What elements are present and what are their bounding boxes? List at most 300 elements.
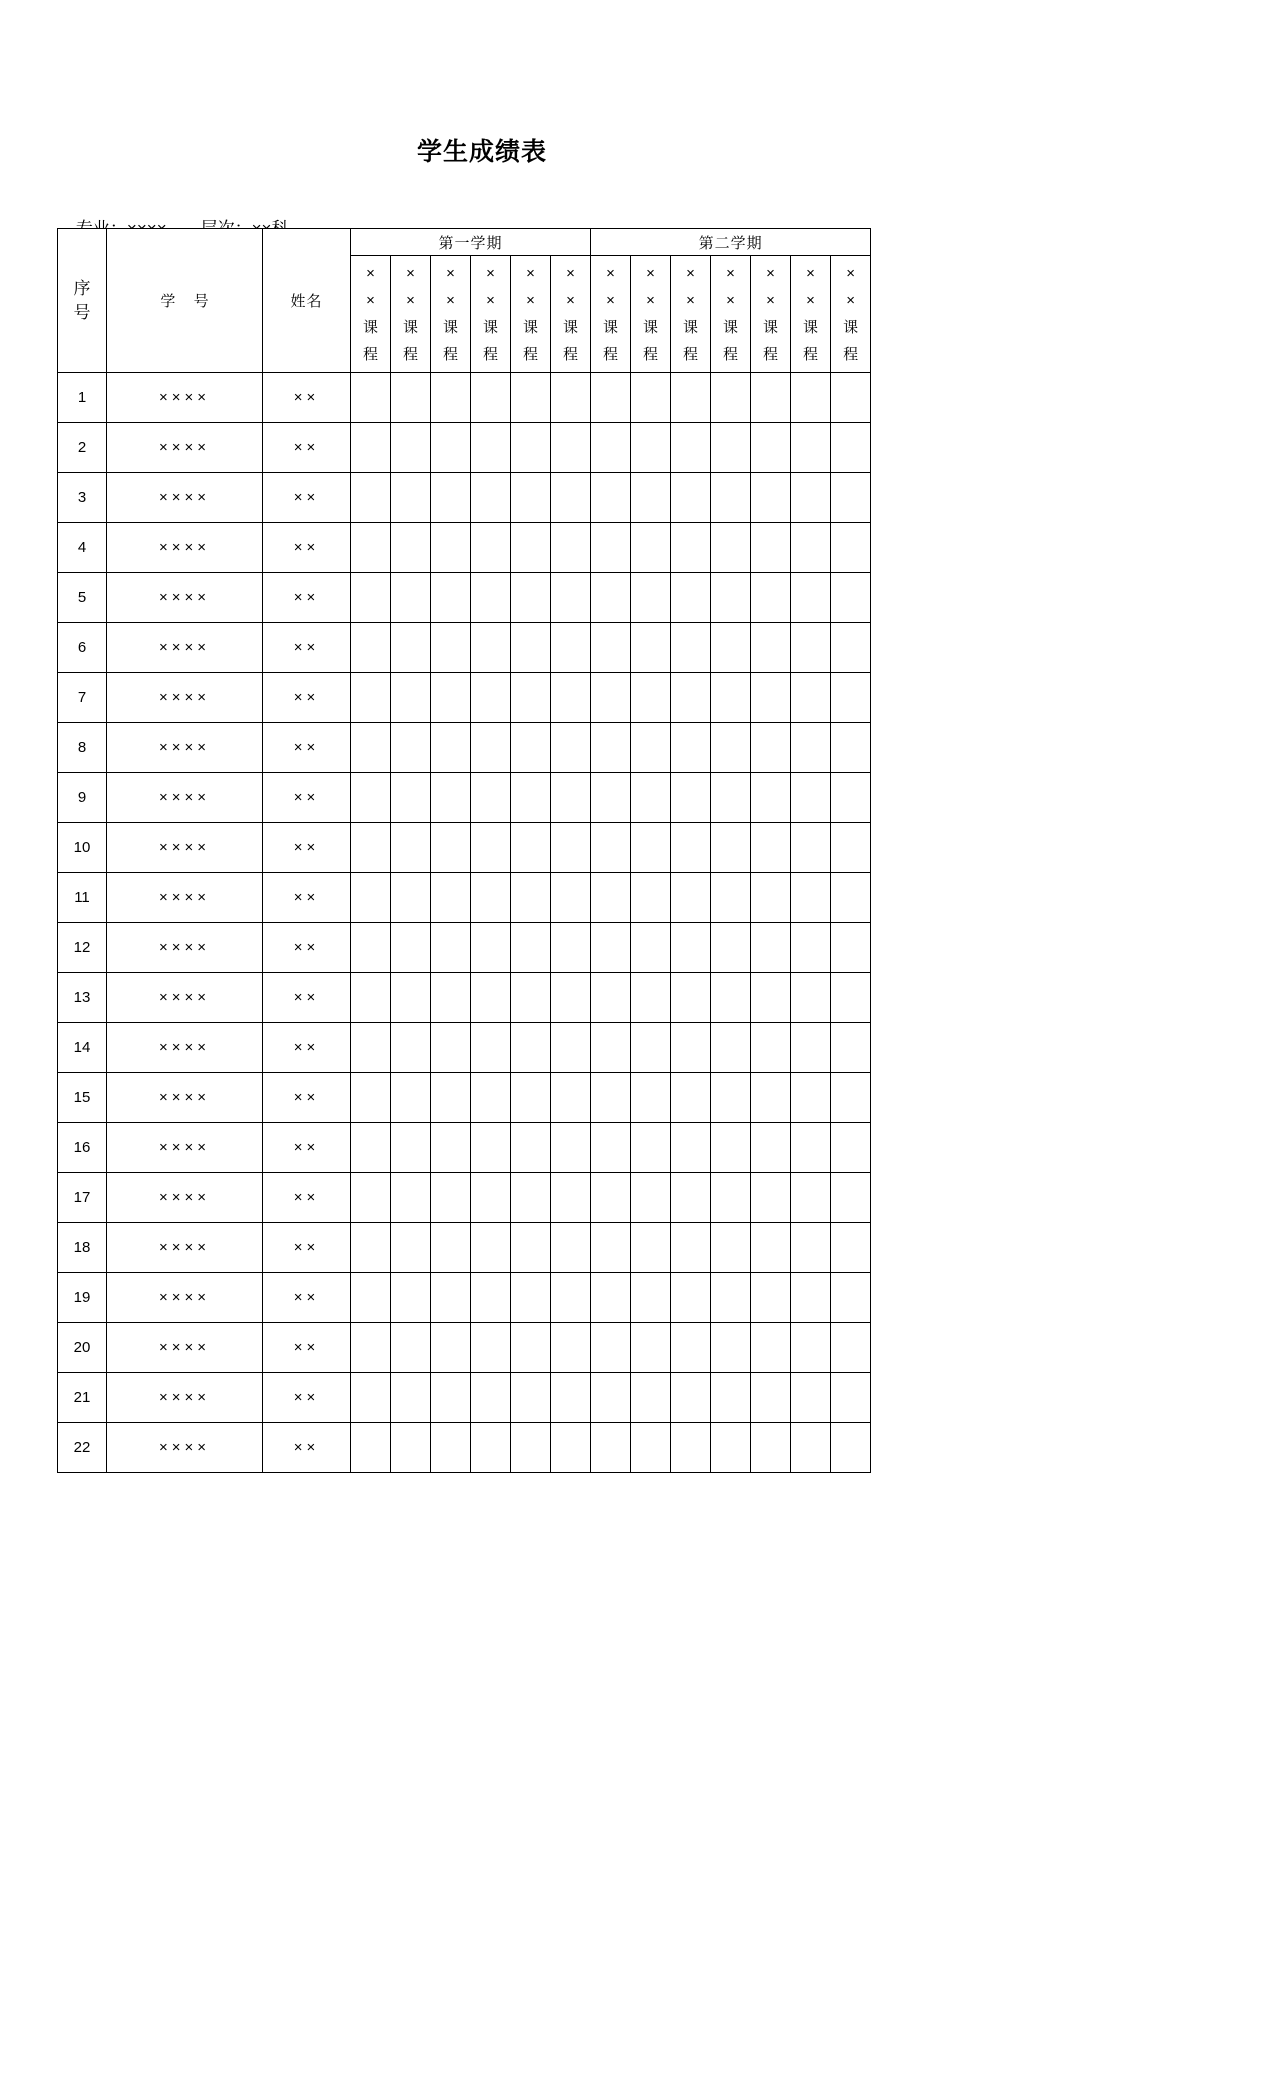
cell-grade[interactable] xyxy=(751,1223,791,1273)
cell-grade[interactable] xyxy=(791,423,831,473)
cell-grade[interactable] xyxy=(351,423,391,473)
cell-grade[interactable] xyxy=(351,1023,391,1073)
cell-grade[interactable] xyxy=(551,723,591,773)
cell-grade[interactable] xyxy=(791,373,831,423)
cell-grade[interactable] xyxy=(631,1223,671,1273)
cell-grade[interactable] xyxy=(591,1073,631,1123)
cell-grade[interactable] xyxy=(631,1023,671,1073)
cell-grade[interactable] xyxy=(431,723,471,773)
cell-grade[interactable] xyxy=(711,1223,751,1273)
cell-grade[interactable] xyxy=(551,1073,591,1123)
cell-grade[interactable] xyxy=(631,1373,671,1423)
cell-grade[interactable] xyxy=(831,773,871,823)
cell-grade[interactable] xyxy=(471,423,511,473)
cell-grade[interactable] xyxy=(471,473,511,523)
cell-grade[interactable] xyxy=(551,1223,591,1273)
cell-grade[interactable] xyxy=(391,973,431,1023)
cell-grade[interactable] xyxy=(351,1323,391,1373)
cell-grade[interactable] xyxy=(511,1123,551,1173)
cell-grade[interactable] xyxy=(631,923,671,973)
cell-grade[interactable] xyxy=(511,1373,551,1423)
cell-grade[interactable] xyxy=(591,823,631,873)
cell-grade[interactable] xyxy=(631,873,671,923)
cell-grade[interactable] xyxy=(431,1323,471,1373)
cell-grade[interactable] xyxy=(631,1073,671,1123)
cell-grade[interactable] xyxy=(831,923,871,973)
cell-grade[interactable] xyxy=(751,1323,791,1373)
cell-grade[interactable] xyxy=(511,1073,551,1123)
cell-grade[interactable] xyxy=(391,773,431,823)
cell-grade[interactable] xyxy=(711,823,751,873)
cell-grade[interactable] xyxy=(831,473,871,523)
cell-name: ×× xyxy=(263,773,351,823)
cell-grade[interactable] xyxy=(631,573,671,623)
cell-grade[interactable] xyxy=(351,1273,391,1323)
cell-grade[interactable] xyxy=(791,1423,831,1473)
cell-grade[interactable] xyxy=(751,523,791,573)
cell-grade[interactable] xyxy=(671,673,711,723)
cell-grade[interactable] xyxy=(751,623,791,673)
cell-grade[interactable] xyxy=(511,373,551,423)
cell-grade[interactable] xyxy=(431,473,471,523)
cell-grade[interactable] xyxy=(591,523,631,573)
cell-grade[interactable] xyxy=(831,723,871,773)
cell-grade[interactable] xyxy=(631,723,671,773)
cell-grade[interactable] xyxy=(551,873,591,923)
cell-grade[interactable] xyxy=(551,823,591,873)
cell-grade[interactable] xyxy=(511,773,551,823)
header-course-4-char-2: × xyxy=(486,292,495,309)
cell-grade[interactable] xyxy=(471,923,511,973)
cell-grade[interactable] xyxy=(551,1023,591,1073)
cell-grade[interactable] xyxy=(751,473,791,523)
cell-grade[interactable] xyxy=(351,673,391,723)
cell-grade[interactable] xyxy=(631,473,671,523)
cell-grade[interactable] xyxy=(791,573,831,623)
cell-grade[interactable] xyxy=(671,1373,711,1423)
cell-grade[interactable] xyxy=(351,623,391,673)
cell-grade[interactable] xyxy=(471,973,511,1023)
cell-grade[interactable] xyxy=(391,1273,431,1323)
cell-grade[interactable] xyxy=(791,723,831,773)
cell-grade[interactable] xyxy=(551,373,591,423)
cell-grade[interactable] xyxy=(591,923,631,973)
cell-grade[interactable] xyxy=(351,1073,391,1123)
cell-grade[interactable] xyxy=(711,773,751,823)
cell-grade[interactable] xyxy=(471,1373,511,1423)
cell-grade[interactable] xyxy=(511,1173,551,1223)
cell-grade[interactable] xyxy=(391,923,431,973)
cell-grade[interactable] xyxy=(591,773,631,823)
cell-grade[interactable] xyxy=(511,823,551,873)
cell-grade[interactable] xyxy=(351,523,391,573)
cell-grade[interactable] xyxy=(591,423,631,473)
cell-grade[interactable] xyxy=(591,1123,631,1173)
cell-grade[interactable] xyxy=(351,923,391,973)
cell-grade[interactable] xyxy=(591,623,631,673)
cell-grade[interactable] xyxy=(671,523,711,573)
cell-grade[interactable] xyxy=(671,1023,711,1073)
cell-grade[interactable] xyxy=(471,1123,511,1173)
cell-grade[interactable] xyxy=(671,1223,711,1273)
cell-grade[interactable] xyxy=(791,1173,831,1223)
cell-grade[interactable] xyxy=(631,1423,671,1473)
cell-grade[interactable] xyxy=(511,973,551,1023)
cell-grade[interactable] xyxy=(831,573,871,623)
cell-grade[interactable] xyxy=(471,673,511,723)
cell-grade[interactable] xyxy=(671,923,711,973)
cell-grade[interactable] xyxy=(431,873,471,923)
cell-grade[interactable] xyxy=(351,1223,391,1273)
cell-grade[interactable] xyxy=(711,423,751,473)
cell-grade[interactable] xyxy=(711,573,751,623)
cell-grade[interactable] xyxy=(551,1423,591,1473)
cell-grade[interactable] xyxy=(591,873,631,923)
cell-grade[interactable] xyxy=(511,1223,551,1273)
cell-grade[interactable] xyxy=(351,1123,391,1173)
cell-grade[interactable] xyxy=(471,573,511,623)
cell-grade[interactable] xyxy=(471,623,511,673)
cell-grade[interactable] xyxy=(511,1023,551,1073)
cell-grade[interactable] xyxy=(831,1373,871,1423)
cell-grade[interactable] xyxy=(751,1023,791,1073)
cell-grade[interactable] xyxy=(391,423,431,473)
cell-grade[interactable] xyxy=(551,573,591,623)
cell-name: ×× xyxy=(263,723,351,773)
cell-grade[interactable] xyxy=(751,373,791,423)
cell-grade[interactable] xyxy=(791,1373,831,1423)
cell-grade[interactable] xyxy=(751,973,791,1023)
cell-grade[interactable] xyxy=(711,1073,751,1123)
cell-grade[interactable] xyxy=(351,573,391,623)
cell-grade[interactable] xyxy=(431,1123,471,1173)
cell-grade[interactable] xyxy=(431,623,471,673)
cell-grade[interactable] xyxy=(471,723,511,773)
cell-grade[interactable] xyxy=(591,1373,631,1423)
cell-grade[interactable] xyxy=(431,773,471,823)
cell-grade[interactable] xyxy=(831,823,871,873)
cell-grade[interactable] xyxy=(471,523,511,573)
cell-grade[interactable] xyxy=(391,673,431,723)
cell-grade[interactable] xyxy=(591,1423,631,1473)
cell-grade[interactable] xyxy=(831,1323,871,1373)
cell-grade[interactable] xyxy=(511,423,551,473)
cell-grade[interactable] xyxy=(631,823,671,873)
cell-grade[interactable] xyxy=(391,823,431,873)
cell-grade[interactable] xyxy=(831,1223,871,1273)
cell-grade[interactable] xyxy=(511,1273,551,1323)
cell-grade[interactable] xyxy=(471,1423,511,1473)
cell-grade[interactable] xyxy=(631,1123,671,1173)
cell-grade[interactable] xyxy=(471,873,511,923)
cell-grade[interactable] xyxy=(591,373,631,423)
cell-grade[interactable] xyxy=(791,873,831,923)
cell-grade[interactable] xyxy=(511,923,551,973)
cell-grade[interactable] xyxy=(431,373,471,423)
cell-grade[interactable] xyxy=(831,973,871,1023)
cell-grade[interactable] xyxy=(671,1423,711,1473)
cell-grade[interactable] xyxy=(751,1273,791,1323)
cell-grade[interactable] xyxy=(631,1273,671,1323)
cell-grade[interactable] xyxy=(631,673,671,723)
cell-grade[interactable] xyxy=(671,1123,711,1173)
cell-grade[interactable] xyxy=(391,723,431,773)
cell-grade[interactable] xyxy=(431,523,471,573)
cell-grade[interactable] xyxy=(791,623,831,673)
cell-grade[interactable] xyxy=(711,523,751,573)
cell-grade[interactable] xyxy=(671,1073,711,1123)
cell-grade[interactable] xyxy=(591,1223,631,1273)
cell-grade[interactable] xyxy=(391,1223,431,1273)
cell-grade[interactable] xyxy=(671,423,711,473)
cell-grade[interactable] xyxy=(671,773,711,823)
cell-grade[interactable] xyxy=(671,573,711,623)
header-semester-2: 第二学期 xyxy=(591,229,871,256)
cell-grade[interactable] xyxy=(831,523,871,573)
cell-grade[interactable] xyxy=(551,1173,591,1223)
cell-grade[interactable] xyxy=(671,873,711,923)
cell-grade[interactable] xyxy=(551,1373,591,1423)
cell-grade[interactable] xyxy=(751,1073,791,1123)
cell-grade[interactable] xyxy=(791,973,831,1023)
cell-grade[interactable] xyxy=(791,923,831,973)
cell-grade[interactable] xyxy=(751,923,791,973)
cell-grade[interactable] xyxy=(351,873,391,923)
cell-grade[interactable] xyxy=(551,1123,591,1173)
cell-grade[interactable] xyxy=(711,1173,751,1223)
cell-grade[interactable] xyxy=(831,1073,871,1123)
cell-grade[interactable] xyxy=(511,1423,551,1473)
cell-grade[interactable] xyxy=(471,1323,511,1373)
cell-grade[interactable] xyxy=(391,573,431,623)
cell-grade[interactable] xyxy=(591,1273,631,1323)
cell-grade[interactable] xyxy=(471,823,511,873)
cell-grade[interactable] xyxy=(671,973,711,1023)
cell-grade[interactable] xyxy=(751,873,791,923)
cell-grade[interactable] xyxy=(791,1273,831,1323)
cell-grade[interactable] xyxy=(471,373,511,423)
cell-name: ×× xyxy=(263,823,351,873)
cell-grade[interactable] xyxy=(591,973,631,1023)
cell-grade[interactable] xyxy=(471,1023,511,1073)
cell-grade[interactable] xyxy=(351,473,391,523)
cell-grade[interactable] xyxy=(831,423,871,473)
cell-grade[interactable] xyxy=(791,823,831,873)
cell-grade[interactable] xyxy=(351,373,391,423)
cell-grade[interactable] xyxy=(831,373,871,423)
cell-grade[interactable] xyxy=(831,1123,871,1173)
cell-grade[interactable] xyxy=(631,973,671,1023)
cell-grade[interactable] xyxy=(791,773,831,823)
cell-grade[interactable] xyxy=(351,823,391,873)
table-row xyxy=(58,723,871,773)
cell-grade[interactable] xyxy=(831,1173,871,1223)
cell-grade[interactable] xyxy=(791,1023,831,1073)
cell-grade[interactable] xyxy=(431,423,471,473)
cell-grade[interactable] xyxy=(751,1173,791,1223)
cell-grade[interactable] xyxy=(511,573,551,623)
cell-grade[interactable] xyxy=(391,1173,431,1223)
cell-grade[interactable] xyxy=(591,673,631,723)
cell-grade[interactable] xyxy=(671,1323,711,1373)
cell-grade[interactable] xyxy=(591,473,631,523)
cell-grade[interactable] xyxy=(631,423,671,473)
cell-grade[interactable] xyxy=(431,573,471,623)
table-row xyxy=(58,823,871,873)
header-course-7 xyxy=(591,256,631,373)
cell-grade[interactable] xyxy=(751,1123,791,1173)
cell-grade[interactable] xyxy=(631,773,671,823)
cell-grade[interactable] xyxy=(791,1223,831,1273)
cell-grade[interactable] xyxy=(831,1023,871,1073)
cell-grade[interactable] xyxy=(751,1373,791,1423)
cell-grade[interactable] xyxy=(751,573,791,623)
cell-grade[interactable] xyxy=(351,1423,391,1473)
cell-grade[interactable] xyxy=(391,873,431,923)
cell-grade[interactable] xyxy=(711,1023,751,1073)
cell-grade[interactable] xyxy=(631,373,671,423)
cell-grade[interactable] xyxy=(431,1173,471,1223)
cell-grade[interactable] xyxy=(551,523,591,573)
cell-grade[interactable] xyxy=(471,773,511,823)
cell-grade[interactable] xyxy=(511,723,551,773)
cell-grade[interactable] xyxy=(831,673,871,723)
cell-grade[interactable] xyxy=(791,1323,831,1373)
cell-grade[interactable] xyxy=(671,473,711,523)
cell-index: 12 xyxy=(58,923,107,973)
cell-grade[interactable] xyxy=(711,723,751,773)
cell-grade[interactable] xyxy=(831,1273,871,1323)
cell-grade[interactable] xyxy=(391,1123,431,1173)
cell-grade[interactable] xyxy=(591,723,631,773)
cell-grade[interactable] xyxy=(751,723,791,773)
cell-grade[interactable] xyxy=(471,1073,511,1123)
cell-grade[interactable] xyxy=(751,423,791,473)
header-course-7-char-1: × xyxy=(606,265,615,282)
cell-grade[interactable] xyxy=(391,1023,431,1073)
cell-grade[interactable] xyxy=(711,673,751,723)
cell-grade[interactable] xyxy=(431,1023,471,1073)
cell-grade[interactable] xyxy=(791,1123,831,1173)
cell-grade[interactable] xyxy=(711,1423,751,1473)
cell-grade[interactable] xyxy=(351,973,391,1023)
cell-grade[interactable] xyxy=(591,1323,631,1373)
cell-grade[interactable] xyxy=(391,1073,431,1123)
header-course-11-char-2: × xyxy=(766,292,775,309)
cell-grade[interactable] xyxy=(551,473,591,523)
cell-grade[interactable] xyxy=(671,723,711,773)
cell-grade[interactable] xyxy=(511,873,551,923)
cell-grade[interactable] xyxy=(431,823,471,873)
cell-grade[interactable] xyxy=(751,823,791,873)
cell-grade[interactable] xyxy=(551,1323,591,1373)
cell-grade[interactable] xyxy=(551,1273,591,1323)
cell-grade[interactable] xyxy=(711,1123,751,1173)
cell-grade[interactable] xyxy=(431,1423,471,1473)
cell-grade[interactable] xyxy=(391,1373,431,1423)
cell-grade[interactable] xyxy=(551,673,591,723)
cell-grade[interactable] xyxy=(711,373,751,423)
cell-grade[interactable] xyxy=(511,523,551,573)
cell-grade[interactable] xyxy=(511,623,551,673)
cell-grade[interactable] xyxy=(591,1173,631,1223)
cell-grade[interactable] xyxy=(351,1173,391,1223)
cell-grade[interactable] xyxy=(431,1273,471,1323)
header-course-13-char-4: 程 xyxy=(843,346,859,363)
cell-grade[interactable] xyxy=(511,1323,551,1373)
cell-grade[interactable] xyxy=(551,923,591,973)
cell-grade[interactable] xyxy=(631,1173,671,1223)
cell-grade[interactable] xyxy=(351,1373,391,1423)
cell-grade[interactable] xyxy=(551,773,591,823)
cell-grade[interactable] xyxy=(751,773,791,823)
cell-grade[interactable] xyxy=(551,423,591,473)
cell-grade[interactable] xyxy=(791,473,831,523)
cell-grade[interactable] xyxy=(471,1223,511,1273)
cell-grade[interactable] xyxy=(551,973,591,1023)
cell-grade[interactable] xyxy=(391,473,431,523)
cell-grade[interactable] xyxy=(391,373,431,423)
cell-grade[interactable] xyxy=(551,623,591,673)
cell-grade[interactable] xyxy=(791,523,831,573)
cell-grade[interactable] xyxy=(751,1423,791,1473)
cell-grade[interactable] xyxy=(351,773,391,823)
cell-grade[interactable] xyxy=(671,1173,711,1223)
cell-name: ×× xyxy=(263,1273,351,1323)
cell-grade[interactable] xyxy=(431,973,471,1023)
cell-grade[interactable] xyxy=(431,1373,471,1423)
cell-grade[interactable] xyxy=(831,1423,871,1473)
cell-grade[interactable] xyxy=(671,823,711,873)
cell-grade[interactable] xyxy=(831,873,871,923)
cell-grade[interactable] xyxy=(391,1323,431,1373)
cell-grade[interactable] xyxy=(711,923,751,973)
cell-grade[interactable] xyxy=(711,473,751,523)
cell-grade[interactable] xyxy=(351,723,391,773)
cell-grade[interactable] xyxy=(471,1173,511,1223)
cell-grade[interactable] xyxy=(511,673,551,723)
cell-grade[interactable] xyxy=(391,523,431,573)
cell-grade[interactable] xyxy=(671,373,711,423)
cell-grade[interactable] xyxy=(471,1273,511,1323)
cell-grade[interactable] xyxy=(391,623,431,673)
cell-grade[interactable] xyxy=(671,623,711,673)
cell-grade[interactable] xyxy=(591,573,631,623)
cell-grade[interactable] xyxy=(431,673,471,723)
cell-grade[interactable] xyxy=(631,623,671,673)
cell-grade[interactable] xyxy=(791,1073,831,1123)
cell-grade[interactable] xyxy=(431,1073,471,1123)
cell-grade[interactable] xyxy=(711,1273,751,1323)
cell-grade[interactable] xyxy=(511,473,551,523)
cell-grade[interactable] xyxy=(631,523,671,573)
cell-grade[interactable] xyxy=(431,923,471,973)
cell-grade[interactable] xyxy=(671,1273,711,1323)
cell-grade[interactable] xyxy=(391,1423,431,1473)
cell-grade[interactable] xyxy=(711,1323,751,1373)
cell-grade[interactable] xyxy=(831,623,871,673)
header-course-7-char-2: × xyxy=(606,292,615,309)
cell-grade[interactable] xyxy=(711,973,751,1023)
cell-grade[interactable] xyxy=(791,673,831,723)
cell-grade[interactable] xyxy=(631,1323,671,1373)
cell-grade[interactable] xyxy=(711,623,751,673)
cell-grade[interactable] xyxy=(751,673,791,723)
cell-grade[interactable] xyxy=(591,1023,631,1073)
cell-grade[interactable] xyxy=(431,1223,471,1273)
cell-grade[interactable] xyxy=(711,1373,751,1423)
cell-grade[interactable] xyxy=(711,873,751,923)
